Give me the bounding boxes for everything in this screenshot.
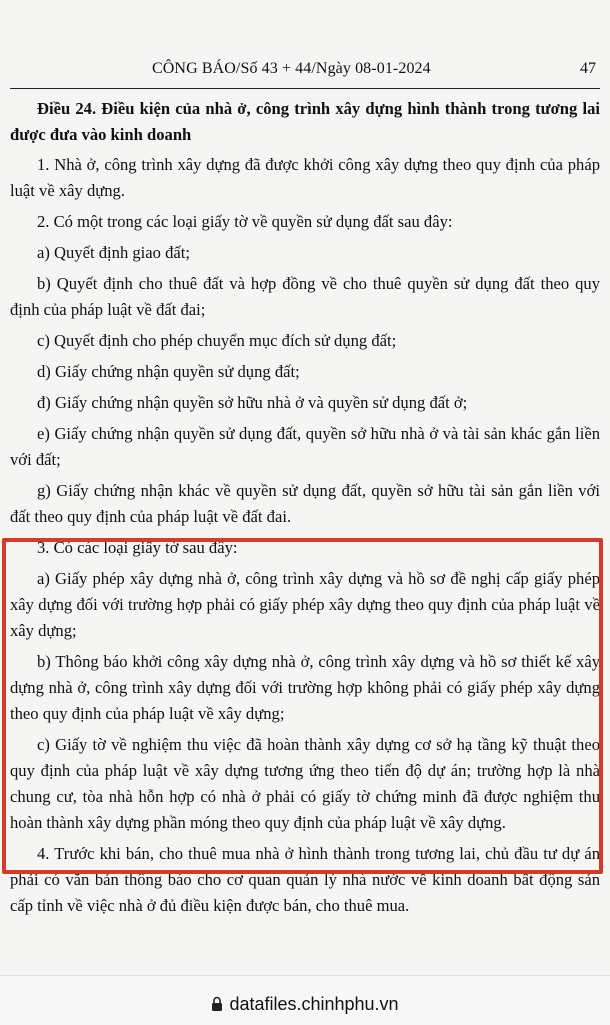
gazette-title: CÔNG BÁO/Số 43 + 44/Ngày 08-01-2024 — [152, 60, 431, 77]
url-text[interactable]: datafiles.chinhphu.vn — [229, 994, 399, 1014]
paragraph: g) Giấy chứng nhận khác về quyền sử dụng đất, quyền sở hữu tài sản gắn liền với đất theo quy định của pháp luật về đất đai. — [10, 481, 600, 526]
paragraph: 3. Có các loại giấy tờ sau đây: — [37, 538, 238, 557]
paragraph: 1. Nhà ở, công trình xây dựng đã được khởi công xây dựng theo quy định của pháp luật về xây dựng. — [10, 155, 600, 200]
paragraph: e) Giấy chứng nhận quyền sử dụng đất, quyền sở hữu nhà ở và tài sản khác gắn liền với đất; — [10, 424, 600, 469]
page-header — [0, 60, 610, 86]
paragraph: c) Giấy tờ về nghiệm thu việc đã hoàn thành xây dựng cơ sở hạ tầng kỹ thuật theo quy định của pháp luật về xây dựng tương ứng theo tiến độ dự án; trường hợp là nhà chung cư, tòa nhà hỗn hợp có nhà ở phải có giấy tờ chứng minh đã được nghiệm thu hoàn thành xây dựng phần móng theo quy định của pháp luật về xây dựng. — [10, 735, 600, 832]
paragraph: d) Giấy chứng nhận quyền sử dụng đất; — [37, 362, 300, 381]
paragraph: a) Giấy phép xây dựng nhà ở, công trình xây dựng và hồ sơ đề nghị cấp giấy phép xây dựng đối với trường hợp phải có giấy phép xây dựng theo quy định của pháp luật về xây dựng; — [10, 569, 600, 640]
paragraph: 2. Có một trong các loại giấy tờ về quyền sử dụng đất sau đây: — [37, 212, 453, 231]
paragraph: c) Quyết định cho phép chuyển mục đích sử dụng đất; — [37, 331, 397, 350]
paragraph: b) Thông báo khởi công xây dựng nhà ở, công trình xây dựng và hồ sơ thiết kế xây dựng nhà ở, công trình xây dựng đối với trường hợp không phải có giấy phép xây dựng theo quy định của pháp luật về xây dựng; — [10, 652, 600, 723]
browser-address-bar[interactable] — [0, 975, 610, 1025]
page-number: 47 — [580, 60, 596, 77]
paragraph: 4. Trước khi bán, cho thuê mua nhà ở hình thành trong tương lai, chủ đầu tư dự án phải có văn bản thông báo cho cơ quan quản lý nhà nước về kinh doanh bất động sản cấp tỉnh về việc nhà ở đủ điều kiện được bán, cho thuê mua. — [10, 844, 600, 915]
lock-icon — [211, 996, 223, 1017]
paragraph: b) Quyết định cho thuê đất và hợp đồng về cho thuê quyền sử dụng đất theo quy định của pháp luật về đất đai; — [10, 274, 600, 319]
header-divider — [10, 88, 600, 89]
paragraph: a) Quyết định giao đất; — [37, 243, 190, 262]
paragraph: đ) Giấy chứng nhận quyền sở hữu nhà ở và quyền sử dụng đất ở; — [37, 393, 468, 412]
highlight-box — [2, 538, 603, 874]
article-heading: Điều 24. Điều kiện của nhà ở, công trình xây dựng hình thành trong tương lai được đưa vào kinh doanh — [10, 99, 600, 144]
